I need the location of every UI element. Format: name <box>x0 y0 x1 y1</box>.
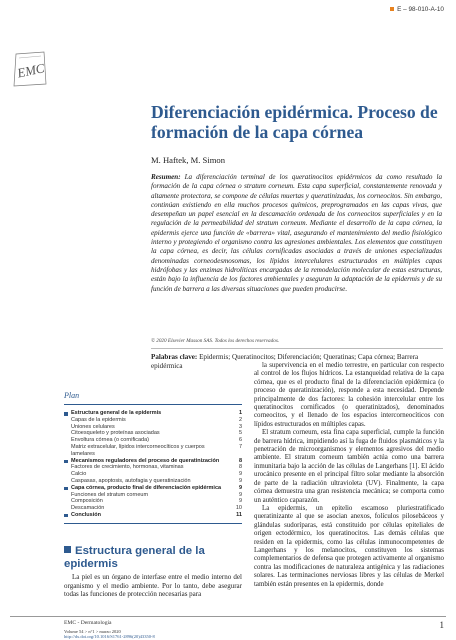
toc-item-page: 10 <box>235 505 242 512</box>
toc-item-page: 9 <box>238 477 242 484</box>
table-of-contents <box>64 391 242 524</box>
toc-item-label: Caspasas, apoptosis, autofagia y queratinización <box>71 477 191 484</box>
section-heading-text: Estructura general de la epidermis <box>64 545 205 570</box>
emc-logo <box>10 48 50 90</box>
toc-bullet-icon <box>64 460 68 464</box>
toc-item[interactable] <box>64 505 242 512</box>
body-paragraph: El stratum corneum, esta fina capa superficial, cumple la función de barrera hídrica, impidiendo así la fuga de fluidos plasmáticos y la penetración de microorganismos y elementos agresivos del medio ambiente. El stratum corneum también actúa como una barrera inmunitaria bajo la acción de las células de Langerhans [1]. El ácido urocánico presente en el principal filtro solar mediante la absorción de parte de la radiación ultravioleta (UV). Finalmente, la capa córnea demuestra una gran resistencia mecánica; se comporta como un auténtico caparazón. <box>254 429 444 504</box>
toc-item[interactable] <box>64 471 242 478</box>
svg-text:EMC: EMC <box>15 60 46 81</box>
toc-item-page: 7 <box>238 443 242 450</box>
toc-item[interactable] <box>64 492 242 499</box>
toc-item-page: 3 <box>238 423 242 430</box>
toc-item[interactable] <box>64 430 242 437</box>
toc-item-page: 2 <box>238 416 242 423</box>
toc-item-page: 8 <box>238 457 242 464</box>
body-paragraph: la supervivencia en el medio terrestre, en particular con respecto al control de los flujos hídricos. La estanqueidad relativa de la capa córnea, que es el producto final de la diferenciación epidérmica (o proceso de queratinización), responde a esta necesidad. Depende principalmente de dos factores: la cohesión intercelular entre los queratinocitos cornificados (o queratinizados), denominados corneocitos, y el llenado de los espacios intercorneocíticos con lípidos estructurados en múltiples capas. <box>254 362 444 428</box>
toc-item[interactable] <box>64 498 242 505</box>
toc-item-label: Composición <box>71 498 103 505</box>
page-number: 1 <box>439 620 444 630</box>
toc-item-page: 11 <box>236 511 242 518</box>
reference-code: E – 98-010-A-10 <box>397 6 444 13</box>
toc-item-page: 6 <box>238 437 242 444</box>
toc-item-label: Citoesqueleto y proteínas asociadas <box>71 430 160 437</box>
toc-item-label: Capas de la epidermis <box>71 416 126 423</box>
toc-item[interactable] <box>64 437 242 444</box>
toc-list <box>64 410 242 519</box>
volume-info <box>64 629 155 639</box>
keywords-label: Palabras clave: <box>151 353 198 361</box>
reference-square-icon <box>390 7 394 11</box>
abstract-label: Resumen: <box>151 173 181 181</box>
divider <box>151 348 443 349</box>
toc-item[interactable] <box>64 485 242 492</box>
emc-logo-icon <box>10 48 50 90</box>
toc-item[interactable] <box>64 512 242 519</box>
abstract <box>151 173 442 294</box>
toc-item[interactable] <box>64 417 242 424</box>
footer-rule <box>10 616 446 617</box>
toc-title: Plan <box>64 391 80 400</box>
copyright-notice: © 2020 Elsevier Masson SAS. Todos los derechos reservados. <box>151 338 280 344</box>
toc-item[interactable] <box>64 458 242 465</box>
toc-item-label: Conclusión <box>71 511 101 518</box>
section-square-icon <box>64 546 71 553</box>
toc-bullet-icon <box>64 487 68 491</box>
toc-item[interactable] <box>64 424 242 431</box>
toc-item-label: Descamación <box>71 505 105 512</box>
toc-item[interactable] <box>64 478 242 485</box>
toc-item-label: Mecanismos reguladores del proceso de queratinización <box>71 457 220 464</box>
toc-bullet-icon <box>64 412 68 416</box>
volume-text: Volume 54 > n°1 > marzo 2020 <box>64 629 121 634</box>
doi-link[interactable]: http://dx.doi.org/10.1016/S1761-2896(20)43350-8 <box>64 634 155 639</box>
toc-item-page: 1 <box>238 410 242 416</box>
toc-item-label: Matriz extracelular, lípidos intercorneocíticos y cuerpos lamelares <box>71 443 205 457</box>
toc-item[interactable] <box>64 410 242 417</box>
toc-item-label: Funciones del stratum corneum <box>71 491 149 498</box>
toc-item-label: Capa córnea, producto final de diferenciación epidérmica <box>71 484 222 491</box>
article-reference <box>390 6 444 13</box>
journal-name: EMC - Dermatología <box>64 620 112 626</box>
article-authors: M. Haftek, M. Simon <box>151 155 225 165</box>
toc-item-page: 9 <box>238 491 242 498</box>
toc-item-page: 5 <box>238 430 242 437</box>
toc-top-rule <box>64 404 242 405</box>
toc-item-label: Estructura general de la epidermis <box>71 410 162 416</box>
toc-item-label: Calcio <box>71 471 87 478</box>
body-paragraph: La piel es un órgano de interfase entre el medio interno del organismo y el medio ambiente. Por lo tanto, debe asegurar todas las funciones de protección necesarias para <box>64 573 242 599</box>
article-title: Diferenciación epidérmica. Proceso de formación de la capa córnea <box>151 102 438 142</box>
toc-item-page: 9 <box>238 498 242 505</box>
body-right-column <box>254 362 444 589</box>
toc-bottom-rule <box>64 523 242 524</box>
toc-item-label: Uniones celulares <box>71 423 115 430</box>
body-paragraph: La epidermis, un epitelio escamoso pluriestratificado queratinizante al que se asocian anexos, folículos pilosebáceos y glándulas sudoríparas, está constituido por células epiteliales de origen ectodérmico, los queratinocitos. Las demás células que residen en la epidermis, como las células inmunocompetentes de Langerhans y los melanocitos, constituyen los sistemas complementarios de defensa que protegen activamente al organismo contra las modificaciones de naturaleza antigénica y las radiaciones solares. Las terminaciones nerviosas libres y las células de Merkel también están presentes en la epidermis, donde <box>254 504 444 588</box>
toc-item[interactable] <box>64 464 242 471</box>
keywords-text: Epidermis; Queratinocitos; Diferenciación; Queratinas; Capa córnea; Barrera epidérmica <box>151 353 419 371</box>
toc-item[interactable] <box>64 444 242 458</box>
toc-item-page: 8 <box>238 464 242 471</box>
toc-bullet-icon <box>64 514 68 518</box>
abstract-text: La diferenciación terminal de los queratinocitos epidérmicos da como resultado la formación de la capa córnea o stratum corneum. Esta capa superficial, constantemente renovada y altamente protectora, se compone de células muertas y queratinizadas, los corneocitos. Sin embargo, continúan existiendo en ella muchos procesos químicos, preprogramados en las capas vivas, que desempeñan un papel esencial en la descamación ordenada de los corneocitos superficiales y en la regulación de la permeabilidad del stratum corneum. Mediante el desarrollo de la capa córnea, la epidermis ejerce una función de «barrera» vital, asegurando el mantenimiento del medio fisiológico interno y protegiendo el organismo contra las agresiones ambientales. Los elementos que constituyen la capa córnea, es decir, las células cornificadas asociadas a través de uniones especializadas denominadas corneodesmosomas, los lípidos intercelulares estructurados en múltiples capas hidrófobas y las enzimas hidrolíticas encargadas de la remodelación molecular de estas estructuras, están bajo la influencia de los factores ambientales y aseguran la adaptación de la epidermis y de su función de barrera a las diversas situaciones que pueden producirse. <box>151 173 442 293</box>
toc-item-page: 9 <box>238 471 242 478</box>
toc-item-label: Factores de crecimiento, hormonas, vitaminas <box>71 464 184 471</box>
toc-item-page: 9 <box>238 484 242 491</box>
section-heading <box>64 545 244 571</box>
toc-item-label: Envoltura córnea (o cornificada) <box>71 437 149 444</box>
